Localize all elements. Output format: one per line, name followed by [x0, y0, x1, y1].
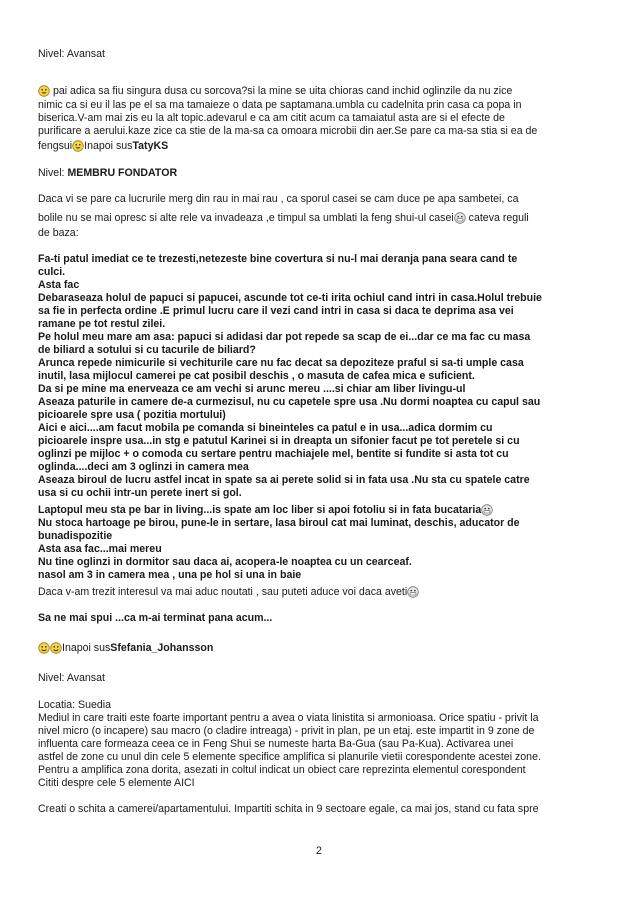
line-text: ramane pe tot restul zilei.: [38, 318, 166, 330]
page-number: 2: [316, 845, 322, 857]
text-line: [38, 99, 521, 112]
line-text: cateva reguli: [465, 212, 529, 224]
laughing-pair-smiley-icon: [72, 140, 84, 152]
text-line: [38, 461, 249, 474]
line-text: purificare a aerului.kaze zice ca stie de la ma-sa ca omoara microbii din aer.Se pare ca ma-sa stia si ea de: [38, 125, 538, 137]
line-text: Cititi despre cele 5 elemente AICI: [38, 777, 195, 789]
text-line: [38, 318, 165, 331]
line-text: Nivel:: [38, 167, 68, 179]
text-line: [38, 266, 65, 279]
text-line: [38, 517, 520, 530]
text-line: [38, 331, 530, 344]
line-text: picioarele inspre usa...in stg e patutul Karinei si in dreapta un sifonier facut pe tot peretele si cu: [38, 435, 520, 447]
line-text: bunadispozitie: [38, 530, 113, 542]
text-line: [38, 751, 541, 764]
text-line: [38, 227, 79, 240]
text-line: [38, 125, 537, 138]
line-text: Aici e aici....am facut mobila pe comanda si bineinteles ca patul e in usa...adica dormim cu: [38, 422, 493, 434]
line-text: Da si pe mine ma enerveaza ce am vechi si arunc mereu ....si chiar am liber livingu-ul: [38, 383, 466, 395]
text-line: [38, 48, 105, 61]
waving-smiley-icon: [50, 642, 62, 654]
text-line: [38, 409, 226, 422]
text-line: [38, 212, 529, 225]
text-line: [38, 712, 539, 725]
line-text: culci.: [38, 266, 66, 278]
text-line: [38, 642, 213, 655]
text-line: [38, 803, 539, 816]
line-text: Arunca repede nimicurile si vechiturile care nu fac decat sa depoziteze praful si sa-ti umple casa: [38, 357, 524, 369]
line-text: sa fie in perfecta ordine .E primul lucru care il vezi cand intri in casa si daca te deprima asa vei: [38, 305, 514, 317]
text-line: [38, 383, 465, 396]
line-text: Aseaza biroul de lucru astfel incat in spate sa ai perete solid si in fata usa .Nu sta cu spatele catre: [38, 474, 530, 486]
text-line: [38, 699, 111, 712]
text-line: [38, 279, 79, 292]
author-name: Sfefania_Johansson: [110, 642, 214, 654]
line-text: inutil, lasa mijlocul camerei pe cat posibil deschis , o masuta de cafea mica e suficient.: [38, 370, 475, 382]
text-line: [38, 344, 256, 357]
text-line: [38, 422, 493, 435]
line-text: Creati o schita a camerei/apartamentului. Impartiti schita in 9 sectoare egale, ca mai jos, stand cu fata spre: [38, 803, 539, 815]
author-name: MEMBRU FONDATOR: [67, 167, 178, 179]
text-line: [38, 530, 112, 543]
author-name: TatyKS: [132, 140, 169, 152]
line-text: oglinda....deci am 3 oglinzi in camera mea: [38, 461, 249, 473]
line-text: Mediul in care traiti este foarte important pentru a avea o viata linistita si armonioasa. Orice spatiu - privit la: [38, 712, 539, 724]
line-text: picioarele spre usa ( pozitia mortului): [38, 409, 226, 421]
line-text: oglinzi pe mijloc + o comoda cu sertare pentru machiajele mel, bentite si fundite si asta tot cu: [38, 448, 509, 460]
text-line: [38, 504, 493, 517]
laughing-pair-smiley-icon: [38, 85, 50, 97]
grinning-smiley-icon: [481, 504, 493, 516]
text-line: [38, 725, 534, 738]
line-text: Nivel: Avansat: [38, 672, 105, 684]
line-text: bolile nu se mai opresc si alte rele va invadeaza ,e timpul sa umblati la feng shui-ul casei: [38, 212, 454, 224]
text-line: [38, 448, 509, 461]
line-text: Pentru a amplifica zona dorita, asezati in coltul indicat un obiect care reprezinta elementul corespondent: [38, 764, 526, 776]
text-line: [38, 738, 513, 751]
text-line: [38, 543, 162, 556]
line-text: pai adica sa fiu singura dusa cu sorcova?si la mine se uita chioras cand inchid oglinzile da nu zice: [50, 85, 513, 97]
line-text: fengsui: [38, 140, 73, 152]
text-line: [38, 292, 542, 305]
text-line: [38, 556, 412, 569]
line-text: nimic ca si eu il las pe el sa ma tamaieze o data pe saptamana.umbla cu cadelnita prin casa ca popa in: [38, 99, 522, 111]
text-line: [38, 85, 512, 98]
line-text: Nu stoca hartoage pe birou, pune-le in sertare, lasa biroul cat mai luminat, deschis, aducator de: [38, 517, 520, 529]
line-text: Nivel: Avansat: [38, 48, 105, 60]
grinning-smiley-icon: [407, 586, 419, 598]
line-text: Pe holul meu mare am asa: papuci si adidasi dar pot repede sa scap de ei...dar ce ma fac cu masa: [38, 331, 531, 343]
text-line: [38, 569, 301, 582]
text-line: [38, 112, 505, 125]
line-text: Aseaza paturile in camere de-a curmezisul, nu cu capetele spre usa .Nu dormi noaptea cu capul sau: [38, 396, 541, 408]
text-line: [38, 586, 419, 599]
text-line: [38, 764, 526, 777]
waving-smiley-icon: [38, 642, 50, 654]
line-text: Inapoi sus: [62, 642, 111, 654]
line-text: Inapoi sus: [84, 140, 133, 152]
text-line: [38, 193, 518, 206]
line-text: Nu tine oglinzi in dormitor sau daca ai, acopera-le noaptea cu un cearceaf.: [38, 556, 412, 568]
text-line: [38, 777, 195, 790]
line-text: de baza:: [38, 227, 79, 239]
text-line: [38, 474, 530, 487]
line-text: nasol am 3 in camera mea , una pe hol si una in baie: [38, 569, 302, 581]
text-line: [38, 253, 517, 266]
line-text: Daca vi se pare ca lucrurile merg din rau in mai rau , ca sporul casei se cam duce pe apa sambetei, ca: [38, 193, 519, 205]
line-text: Fa-ti patul imediat ce te trezesti,netezeste bine covertura si nu-l mai deranja pana seara cand te: [38, 253, 518, 265]
text-line: [38, 140, 168, 153]
text-line: [38, 396, 540, 409]
text-line: [38, 435, 520, 448]
line-text: Sa ne mai spui ...ca m-ai terminat pana acum...: [38, 612, 273, 624]
line-text: Daca v-am trezit interesul va mai aduc noutati , sau puteti aduce voi daca aveti: [38, 586, 408, 598]
line-text: Debaraseaza holul de papuci si papucei, ascunde tot ce-ti irita ochiul cand intri in casa.Holul trebuie: [38, 292, 542, 304]
text-line: [38, 672, 105, 685]
line-text: biserica.V-am mai zis eu la alt topic.adevarul e ca am citit acum ca tamaiatul asta are si el efecte de: [38, 112, 505, 124]
text-line: [38, 357, 524, 370]
line-text: Laptopul meu sta pe bar in living...is spate am loc liber si apoi fotoliu si in fata bucataria: [38, 504, 482, 516]
line-text: Locatia: Suedia: [38, 699, 112, 711]
text-line: [38, 612, 272, 625]
text-line: [38, 167, 177, 180]
line-text: astfel de zone cu unul din cele 5 elemente specifice amplifica si planurile vietii corespondente acestei zone.: [38, 751, 541, 763]
line-text: Asta fac: [38, 279, 80, 291]
line-text: de biliard a sotului si cu tacurile de biliard?: [38, 344, 256, 356]
line-text: influenta care formeaza ceea ce in Feng Shui se numeste harta Ba-Gua (sau Pa-Kua). Activarea unei: [38, 738, 514, 750]
text-line: [38, 370, 475, 383]
line-text: usa si cu ochii intr-un perete inert si gol.: [38, 487, 242, 499]
text-line: [38, 487, 242, 500]
text-line: [38, 305, 514, 318]
line-text: Asta asa fac...mai mereu: [38, 543, 162, 555]
line-text: nivel micro (o incapere) sau macro (o cladire intreaga) - privit in plan, pe un etaj. este impartit in 9 zone de: [38, 725, 535, 737]
grinning-smiley-icon: [454, 212, 466, 224]
